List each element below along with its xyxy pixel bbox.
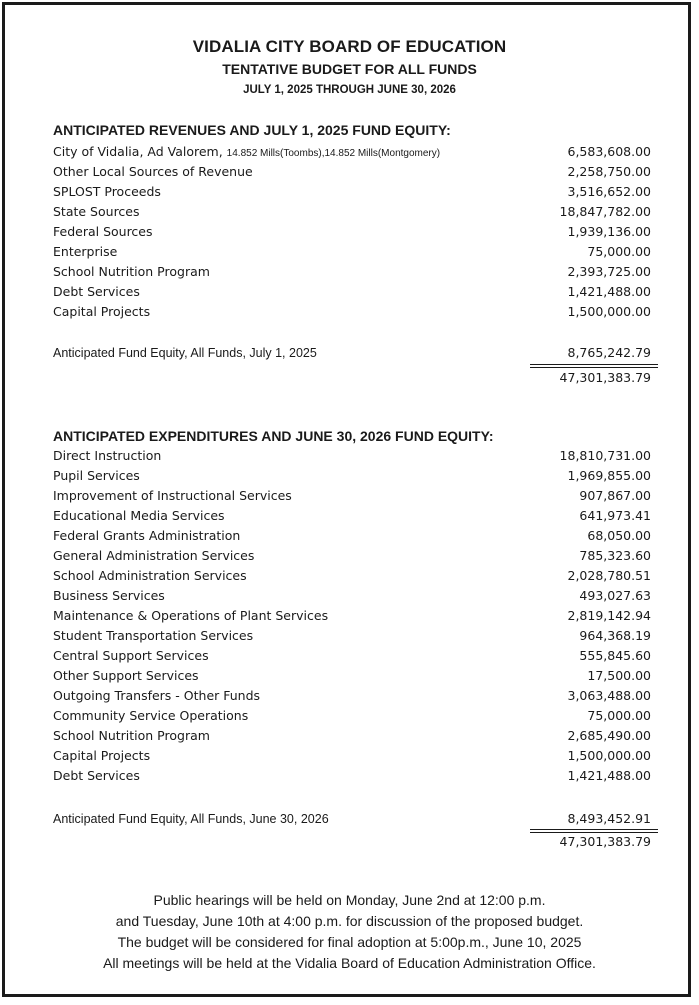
revenue-label: Debt Services bbox=[53, 284, 140, 299]
revenue-amount: 75,000.00 bbox=[587, 244, 651, 259]
revenue-label: Other Local Sources of Revenue bbox=[53, 164, 253, 179]
expenditure-label: Maintenance & Operations of Plant Services bbox=[53, 608, 329, 623]
revenue-amount: 1,421,488.00 bbox=[567, 284, 651, 299]
revenue-row bbox=[53, 162, 651, 182]
expenditure-row bbox=[53, 606, 651, 626]
expenditure-label: School Nutrition Program bbox=[53, 728, 210, 743]
expenditure-row bbox=[53, 686, 651, 706]
revenue-row bbox=[53, 202, 651, 222]
hearing-notice-line: All meetings will be held at the Vidalia Board of Education Administration Office. bbox=[103, 955, 596, 971]
revenue-amount: 1,939,136.00 bbox=[567, 224, 651, 239]
revenue-row bbox=[53, 182, 651, 202]
revenue-label: Federal Sources bbox=[53, 224, 153, 239]
expenditure-label: Business Services bbox=[53, 588, 165, 603]
revenue-label: City of Vidalia, Ad Valorem, bbox=[53, 144, 227, 159]
expenditure-amount: 964,368.19 bbox=[579, 628, 651, 643]
expenditure-label: Federal Grants Administration bbox=[53, 528, 241, 543]
expenditure-amount: 785,323.60 bbox=[579, 548, 651, 563]
revenue-label: School Nutrition Program bbox=[53, 264, 210, 279]
expenditure-row bbox=[53, 466, 651, 486]
revenue-label: Enterprise bbox=[53, 244, 118, 259]
expenditure-row bbox=[53, 726, 651, 746]
expenditure-row bbox=[53, 666, 651, 686]
revenues-heading: ANTICIPATED REVENUES AND JULY 1, 2025 FUND EQUITY: bbox=[53, 122, 451, 138]
expenditure-row bbox=[53, 746, 651, 766]
expenditure-amount: 1,969,855.00 bbox=[567, 468, 651, 483]
expenditure-label: Student Transportation Services bbox=[53, 628, 254, 643]
expenditure-label: Pupil Services bbox=[53, 468, 140, 483]
expenditure-amount: 75,000.00 bbox=[587, 708, 651, 723]
expenditure-amount: 2,819,142.94 bbox=[567, 608, 651, 623]
board-title: VIDALIA CITY BOARD OF EDUCATION bbox=[192, 37, 507, 56]
expenditure-label: General Administration Services bbox=[53, 548, 255, 563]
expenditure-label: Capital Projects bbox=[53, 748, 151, 763]
expenditure-label: Debt Services bbox=[53, 768, 140, 783]
budget-subtitle: TENTATIVE BUDGET FOR ALL FUNDS bbox=[222, 61, 477, 77]
revenue-amount: 18,847,782.00 bbox=[559, 204, 651, 219]
revenue-label: SPLOST Proceeds bbox=[53, 184, 161, 199]
expenditure-equity-label: Anticipated Fund Equity, All Funds, June 30, 2026 bbox=[53, 812, 329, 826]
expenditure-amount: 68,050.00 bbox=[587, 528, 651, 543]
revenue-equity-label: Anticipated Fund Equity, All Funds, July 1, 2025 bbox=[53, 346, 317, 360]
total-rule bbox=[530, 829, 658, 830]
expenditure-row bbox=[53, 486, 651, 506]
hearing-notice-line: Public hearings will be held on Monday, June 2nd at 12:00 p.m. bbox=[153, 892, 546, 908]
budget-period: JULY 1, 2025 THROUGH JUNE 30, 2026 bbox=[243, 84, 456, 96]
revenue-amount: 3,516,652.00 bbox=[567, 184, 651, 199]
expenditures-heading: ANTICIPATED EXPENDITURES AND JUNE 30, 2026 FUND EQUITY: bbox=[53, 428, 494, 444]
expenditure-amount: 1,421,488.00 bbox=[567, 768, 651, 783]
revenue-amount: 2,258,750.00 bbox=[567, 164, 651, 179]
expenditure-label: Central Support Services bbox=[53, 648, 209, 663]
expenditure-label: Direct Instruction bbox=[53, 448, 162, 463]
revenue-row bbox=[53, 142, 651, 162]
expenditure-row bbox=[53, 446, 651, 466]
expenditure-row bbox=[53, 646, 651, 666]
expenditure-label: Community Service Operations bbox=[53, 708, 249, 723]
revenue-amount: 1,500,000.00 bbox=[567, 304, 651, 319]
revenue-row bbox=[53, 222, 651, 242]
expenditure-label: Educational Media Services bbox=[53, 508, 225, 523]
revenue-row bbox=[53, 302, 651, 322]
expenditure-amount: 2,028,780.51 bbox=[567, 568, 651, 583]
revenue-row bbox=[53, 242, 651, 262]
expenditure-label: School Administration Services bbox=[53, 568, 247, 583]
revenue-label: State Sources bbox=[53, 204, 140, 219]
expenditure-amount: 2,685,490.00 bbox=[567, 728, 651, 743]
expenditure-amount: 907,867.00 bbox=[579, 488, 651, 503]
revenues-total: 47,301,383.79 bbox=[559, 370, 651, 385]
expenditures-total: 47,301,383.79 bbox=[559, 834, 651, 849]
revenue-row bbox=[53, 282, 651, 302]
expenditure-amount: 3,063,488.00 bbox=[567, 688, 651, 703]
expenditure-amount: 641,973.41 bbox=[579, 508, 651, 523]
expenditure-row bbox=[53, 526, 651, 546]
expenditure-amount: 555,845.60 bbox=[579, 648, 651, 663]
expenditure-row bbox=[53, 546, 651, 566]
expenditure-row bbox=[53, 506, 651, 526]
expenditure-equity-amount: 8,493,452.91 bbox=[567, 811, 651, 826]
revenue-equity-amount: 8,765,242.79 bbox=[567, 345, 651, 360]
expenditure-amount: 18,810,731.00 bbox=[559, 448, 651, 463]
expenditure-row bbox=[53, 586, 651, 606]
expenditure-amount: 17,500.00 bbox=[587, 668, 651, 683]
revenue-row bbox=[53, 262, 651, 282]
revenue-label: Capital Projects bbox=[53, 304, 151, 319]
expenditure-label: Outgoing Transfers - Other Funds bbox=[53, 688, 261, 703]
hearing-notice-line: and Tuesday, June 10th at 4:00 p.m. for discussion of the proposed budget. bbox=[115, 913, 584, 929]
expenditure-row bbox=[53, 566, 651, 586]
expenditure-amount: 493,027.63 bbox=[579, 588, 651, 603]
expenditure-row bbox=[53, 626, 651, 646]
expenditure-row bbox=[53, 706, 651, 726]
expenditure-label: Improvement of Instructional Services bbox=[53, 488, 292, 503]
revenue-equity-row bbox=[53, 343, 651, 363]
expenditure-amount: 1,500,000.00 bbox=[567, 748, 651, 763]
expenditure-label: Other Support Services bbox=[53, 668, 199, 683]
total-rule bbox=[530, 364, 658, 365]
expenditure-row bbox=[53, 766, 651, 786]
revenue-amount: 6,583,608.00 bbox=[567, 144, 651, 159]
expenditure-equity-row bbox=[53, 809, 651, 829]
revenue-amount: 2,393,725.00 bbox=[567, 264, 651, 279]
revenue-mills-note: 14.852 Mills(Toombs),14.852 Mills(Montgomery) bbox=[226, 148, 441, 159]
hearing-notice-line: The budget will be considered for final adoption at 5:00p.m., June 10, 2025 bbox=[117, 934, 582, 950]
